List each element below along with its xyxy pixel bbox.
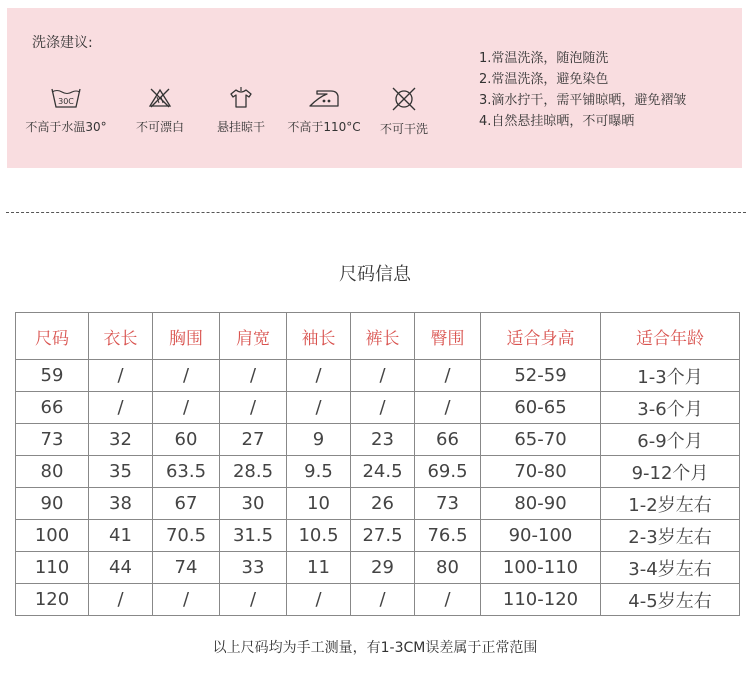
symbol-no-dry-clean	[369, 86, 439, 137]
symbol-wash-30	[21, 86, 111, 135]
no-bleach-icon	[148, 86, 172, 110]
table-cell: 90-100	[481, 520, 601, 552]
care-tip: 1.常温洗涤，随泡随洗	[479, 51, 609, 66]
table-cell: 70-80	[481, 456, 601, 488]
no-dry-clean-icon	[391, 86, 417, 112]
care-tip: 2.常温洗涤，避免染色	[479, 72, 609, 87]
table-cell: 1-3个月	[601, 360, 740, 392]
table-cell: /	[220, 392, 287, 424]
table-cell: 80	[415, 552, 481, 584]
table-row	[16, 424, 740, 456]
table-cell: 33	[220, 552, 287, 584]
table-cell: 67	[153, 488, 220, 520]
table-cell: 1-2岁左右	[601, 488, 740, 520]
table-cell: 80	[16, 456, 89, 488]
table-row	[16, 488, 740, 520]
table-cell: 59	[16, 360, 89, 392]
table-cell: 11	[287, 552, 351, 584]
table-cell: /	[220, 584, 287, 616]
header-cell: 肩宽	[220, 313, 287, 360]
table-cell: 10.5	[287, 520, 351, 552]
table-cell: 73	[415, 488, 481, 520]
header-cell: 适合身高	[481, 313, 601, 360]
header-cell: 袖长	[287, 313, 351, 360]
table-cell: 100	[16, 520, 89, 552]
table-row	[16, 392, 740, 424]
table-cell: 41	[89, 520, 153, 552]
table-cell: 90	[16, 488, 89, 520]
table-cell: 70.5	[153, 520, 220, 552]
symbol-label: 不高于水温30°	[25, 120, 107, 134]
header-cell: 适合年龄	[601, 313, 740, 360]
table-cell: 100-110	[481, 552, 601, 584]
table-cell: 3-6个月	[601, 392, 740, 424]
table-cell: /	[89, 360, 153, 392]
table-cell: 110	[16, 552, 89, 584]
care-panel	[7, 8, 742, 168]
table-cell: 32	[89, 424, 153, 456]
header-cell: 尺码	[16, 313, 89, 360]
table-cell: /	[415, 392, 481, 424]
table-cell: /	[153, 584, 220, 616]
table-cell: 60-65	[481, 392, 601, 424]
header-cell: 裤长	[351, 313, 415, 360]
table-row	[16, 456, 740, 488]
symbol-label: 不高于110°C	[287, 120, 361, 134]
table-cell: /	[351, 360, 415, 392]
iron-110-icon	[307, 86, 341, 110]
table-cell: 65-70	[481, 424, 601, 456]
table-cell: 69.5	[415, 456, 481, 488]
table-body	[16, 360, 740, 616]
table-cell: 30	[220, 488, 287, 520]
table-cell: 110-120	[481, 584, 601, 616]
table-cell: /	[153, 392, 220, 424]
table-cell: /	[89, 584, 153, 616]
table-row	[16, 584, 740, 616]
table-cell: /	[287, 392, 351, 424]
table-cell: 44	[89, 552, 153, 584]
symbol-hang-dry	[203, 86, 279, 135]
care-tips	[479, 48, 686, 132]
table-cell: /	[351, 584, 415, 616]
header-cell: 臀围	[415, 313, 481, 360]
table-cell: /	[287, 360, 351, 392]
table-cell: 66	[415, 424, 481, 456]
table-cell: 26	[351, 488, 415, 520]
table-cell: 76.5	[415, 520, 481, 552]
wash-30-icon	[50, 86, 82, 110]
table-cell: 9.5	[287, 456, 351, 488]
table-cell: 2-3岁左右	[601, 520, 740, 552]
care-tip: 4.自然悬挂晾晒，不可曝晒	[479, 114, 635, 129]
table-cell: 27	[220, 424, 287, 456]
table-cell: 24.5	[351, 456, 415, 488]
table-cell: 6-9个月	[601, 424, 740, 456]
header-cell: 胸围	[153, 313, 220, 360]
table-cell: /	[415, 584, 481, 616]
table-cell: 27.5	[351, 520, 415, 552]
table-cell: 80-90	[481, 488, 601, 520]
table-row	[16, 520, 740, 552]
size-table	[15, 312, 740, 616]
table-cell: 74	[153, 552, 220, 584]
table-cell: /	[89, 392, 153, 424]
size-title: 尺码信息	[339, 264, 411, 285]
table-cell: 52-59	[481, 360, 601, 392]
table-cell: /	[220, 360, 287, 392]
table-row	[16, 552, 740, 584]
table-cell: 73	[16, 424, 89, 456]
table-cell: 9-12个月	[601, 456, 740, 488]
table-row	[16, 360, 740, 392]
care-tip: 3.滴水拧干，需平铺晾晒，避免褶皱	[479, 93, 687, 108]
table-cell: 38	[89, 488, 153, 520]
symbol-iron-110	[279, 86, 369, 135]
table-cell: 66	[16, 392, 89, 424]
table-cell: 31.5	[220, 520, 287, 552]
table-cell: 23	[351, 424, 415, 456]
table-cell: 9	[287, 424, 351, 456]
table-cell: 28.5	[220, 456, 287, 488]
table-cell: 35	[89, 456, 153, 488]
table-cell: 4-5岁左右	[601, 584, 740, 616]
symbol-label: 不可干洗	[379, 122, 428, 136]
table-cell: /	[153, 360, 220, 392]
symbol-label: 悬挂晾干	[216, 120, 265, 134]
care-title: 洗涤建议:	[32, 35, 93, 51]
table-cell: /	[415, 360, 481, 392]
symbol-no-bleach	[125, 86, 195, 135]
footnote: 以上尺码均为手工测量，有1-3CM误差属于正常范围	[212, 640, 538, 656]
table-cell: 120	[16, 584, 89, 616]
symbol-label: 不可漂白	[135, 120, 184, 134]
hang-dry-icon	[228, 86, 254, 110]
table-cell: 3-4岁左右	[601, 552, 740, 584]
wash-temp-text: 30C	[58, 97, 74, 106]
table-cell: 29	[351, 552, 415, 584]
table-cell: /	[351, 392, 415, 424]
table-header-row	[16, 313, 740, 360]
table-cell: 63.5	[153, 456, 220, 488]
table-cell: /	[287, 584, 351, 616]
dashed-divider	[6, 212, 746, 213]
table-cell: 60	[153, 424, 220, 456]
header-cell: 衣长	[89, 313, 153, 360]
table-cell: 10	[287, 488, 351, 520]
